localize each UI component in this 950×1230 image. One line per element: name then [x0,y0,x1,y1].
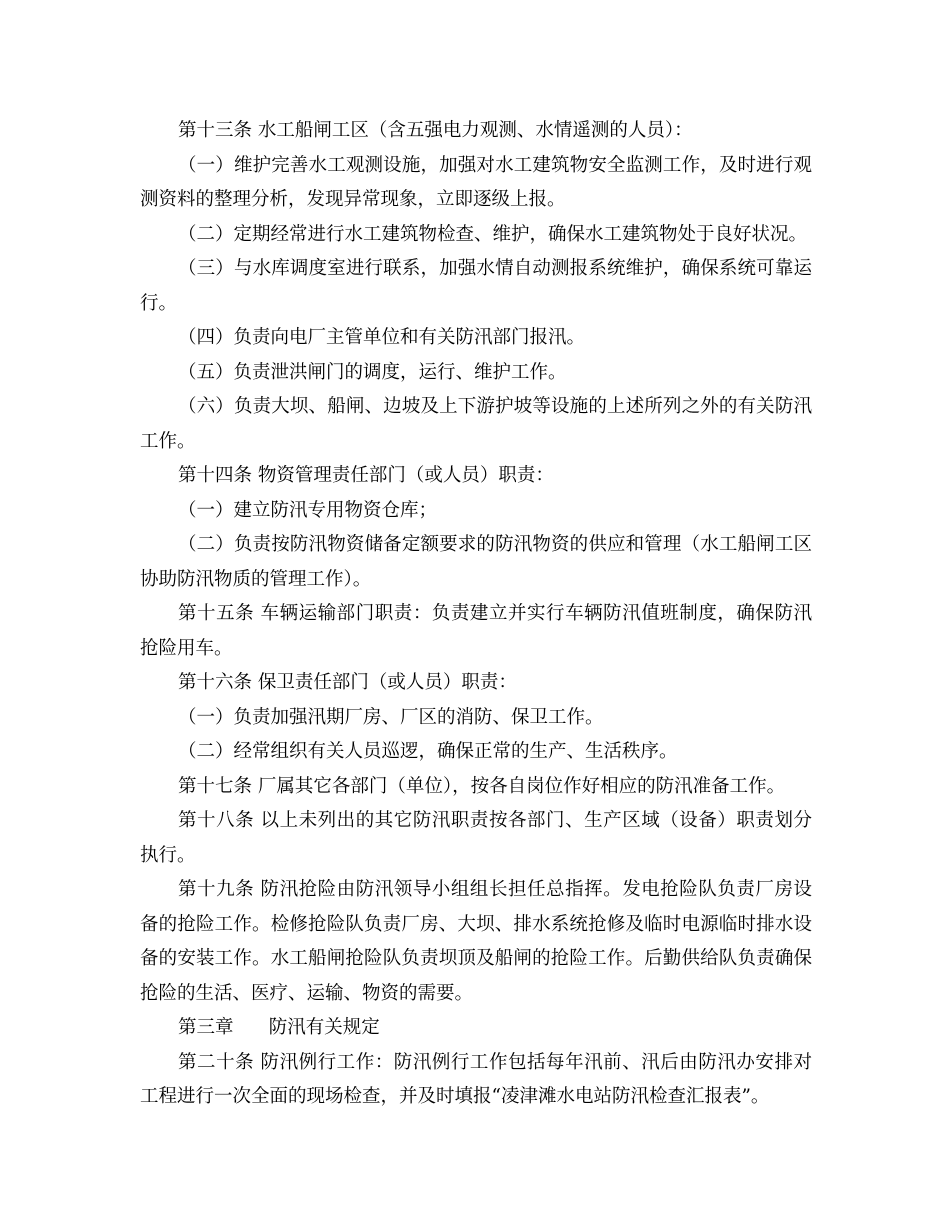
article-15: 第十五条 车辆运输部门职责：负责建立并实行车辆防汛值班制度，确保防汛抢险用车。 [140,603,812,659]
article-16-item-1: （一）负责加强汛期厂房、厂区的消防、保卫工作。 [178,706,604,728]
article-14-item-2: （二）负责按防汛物资储备定额要求的防汛物资的供应和管理（水工船闸工区协助防汛物质的管理工作）。 [140,534,812,590]
article-16-heading: 第十六条 保卫责任部门（或人员）职责： [178,672,517,693]
article-14-heading: 第十四条 物资管理责任部门（或人员）职责： [178,465,554,486]
article-13-item-4: （四）负责向电厂主管单位和有关防汛部门报汛。 [178,327,586,348]
article-20: 第二十条 防汛例行工作：防汛例行工作包括每年汛前、汛后由防汛办安排对工程进行一次全面的现场检查，并及时填报“凌津滩水电站防汛检查汇报表”。 [140,1051,812,1107]
article-13-item-3: （三）与水库调度室进行联系，加强水情自动测报系统维护，确保系统可靠运行。 [140,258,812,314]
article-13-item-5: （五）负责泄洪闸门的调度，运行、维护工作。 [178,361,567,383]
article-17: 第十七条 厂属其它各部门（单位），按各自岗位作好相应的防汛准备工作。 [178,775,786,797]
article-19: 第十九条 防汛抢险由防汛领导小组组长担任总指挥。发电抢险队负责厂房设备的抢险工作。检修抢险队负责厂房、大坝、排水系统抢修及临时电源临时排水设备的安装工作。水工船闸抢险队负责坝顶及船闸的抢险工作。后勤供给队负责确保抢险的生活、医疗、运输、物资的需要。 [140,879,812,1004]
article-13-heading: 第十三条 水工船闸工区（含五强电力观测、水情遥测的人员）： [178,120,693,141]
article-13-item-2: （二）定期经常进行水工建筑物检查、维护，确保水工建筑物处于良好状况。 [178,223,808,245]
article-13-item-6: （六）负责大坝、船闸、边坡及上下游护坡等设施的上述所列之外的有关防汛工作。 [140,396,812,452]
article-18: 第十八条 以上未列出的其它防汛职责按各部门、生产区域（设备）职责划分执行。 [140,810,812,866]
article-13-item-1: （一）维护完善水工观测设施，加强对水工建筑物安全监测工作，及时进行观测资料的整理分析，发现异常现象，立即逐级上报。 [140,154,812,210]
document-body [140,114,812,1115]
chapter-3-heading: 第三章 防汛有关规定 [178,1017,380,1038]
article-16-item-2: （二）经常组织有关人员巡逻，确保正常的生产、生活秩序。 [178,741,678,762]
article-14-item-1: （一）建立防汛专用物资仓库； [178,499,438,521]
